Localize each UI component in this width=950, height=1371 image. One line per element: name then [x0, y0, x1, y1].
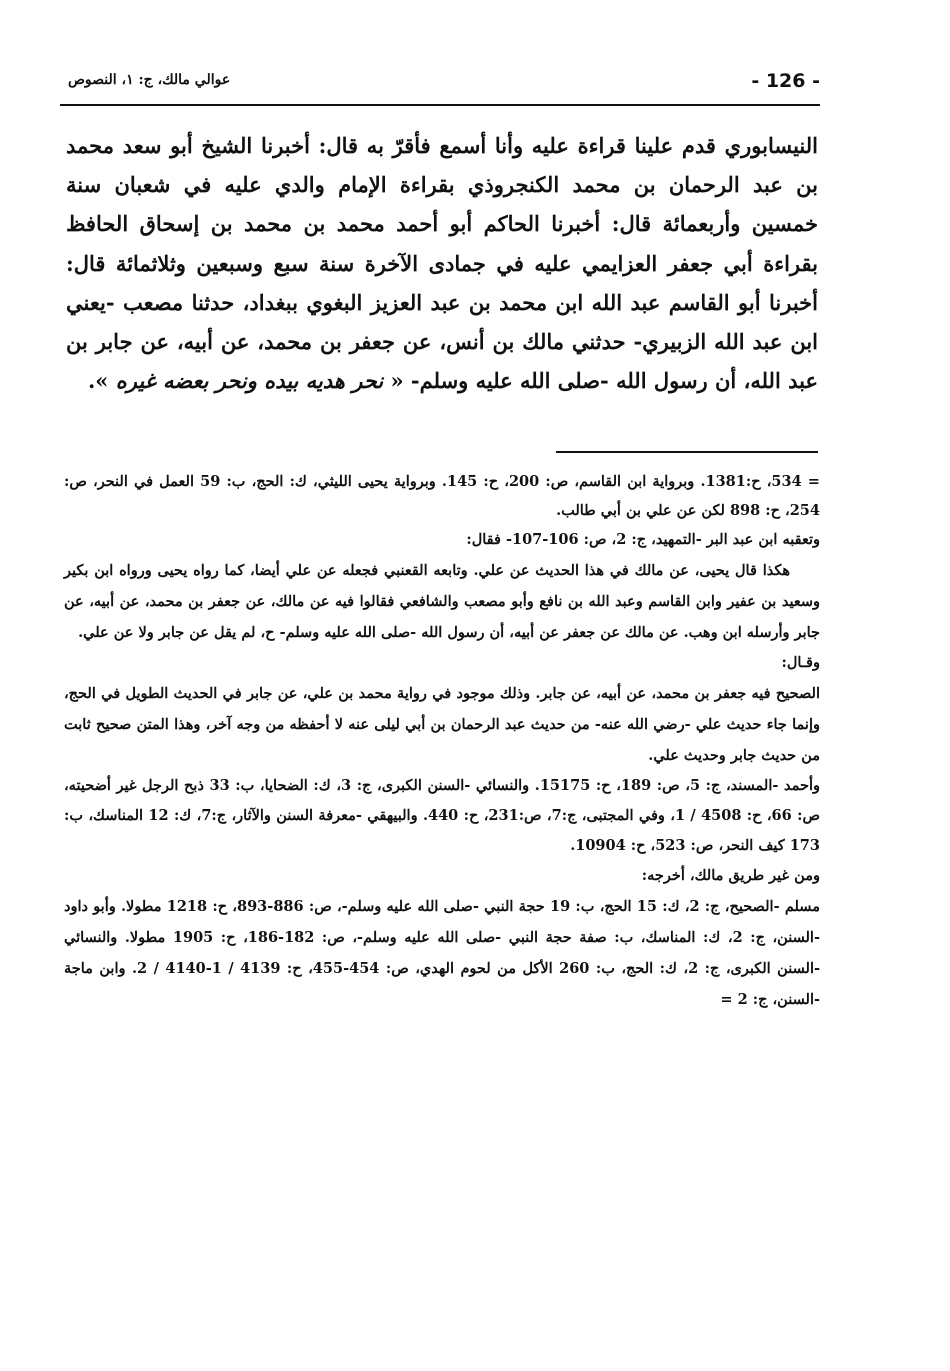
footnote-tamhid-quote: هكذا قال يحيى، عن مالك في هذا الحديث عن علي. وتابعه القعنبي فجعله عن علي أيضا، كما رواه يحيى ورواه ابن بكير وسعيد بن عفير وابن القاسم وعبد الله بن نافع وأبو مصعب والشافعي فقالوا فيه عن مالك، عن جعفر بن محمد، عن أبيه، عن جابر وأرسله ابن وهب. عن مالك عن جعفر عن أبيه، أن رسول الله -صلى الله عليه وسلم- ح، لم يقل عن جابر ولا عن علي. [64, 562, 820, 641]
main-paragraph-text: النيسابوري قدم علينا قراءة عليه وأنا أسمع فأقرّ به قال: أخبرنا الشيخ أبو سعد محمد بن عبد الرحمان بن محمد الكنجروذي بقراءة الإمام والدي عليه في شعبان سنة خمسين وأربعمائة قال: أخبرنا الحاكم أبو أحمد محمد بن محمد بن إسحاق الحافظ بقراءة أبي جعفر العزايمي عليه في جمادى الآخرة سنة سبع وسبعين وثلاثمائة قال: أخبرنا أبو القاسم عبد الله ابن محمد بن عبد العزيز البغوي ببغداد، حدثنا مصعب -يعني ابن عبد الله الزبيري- حدثني مالك بن أنس، عن جعفر بن محمد، عن أبيه، عن جابر بن عبد الله، أن رسول الله -صلى الله عليه وسلم- « [66, 133, 818, 394]
header-rule [60, 104, 820, 106]
footnotes [64, 468, 820, 1015]
running-title: عوالي مالك، ج: ١، النصوص [68, 72, 231, 88]
page-number: - 126 - [751, 70, 820, 92]
main-text [66, 126, 818, 400]
main-paragraph [66, 126, 818, 400]
footnote-qala-heading: وقـال: [781, 654, 820, 671]
footnote-muslim-abudawud: مسلم -الصحيح، ج: 2، ك: 15 الحج، ب: 19 حجة النبي -صلى الله عليه وسلم-، ص: 886-893، ح: 1218 مطولا. وأبو داود -السنن، ج: 2، ك: المناسك، ب: صفة حجة النبي -صلى الله عليه وسلم-، ص: 182-186، ح: 1905 مطولا. والنسائي -السنن الكبرى، ج: 2، ك: الحج، ب: 260 الأكل من لحوم الهدي، ص: 454-455، ح: 4139 / 1-4140 / 2. وابن ماجة -السنن، ج: 2 = [64, 898, 820, 1008]
footnote-ibn-abd-albarr: وتعقبه ابن عبد البر -التمهيد، ج: 2، ص: 106-107- فقال: [466, 531, 820, 548]
hadith-quote: نحر هديه بيده ونحر بعضه غيره [115, 368, 384, 394]
footnote-other-routes-heading: ومن غير طريق مالك، أخرجه: [641, 867, 820, 884]
footnote-continuation: = 534، ح:1381. وبرواية ابن القاسم، ص: 200، ح: 145. وبرواية يحيى الليثي، ك: الحج، ب: 59 العمل في النحر، ص: 254، ح: 898 لكن عن علي بن أبي طالب. [64, 473, 820, 519]
footnote-sahih-statement: الصحيح فيه جعفر بن محمد، عن أبيه، عن جابر. وذلك موجود في رواية محمد بن علي، عن جابر في الحديث الطويل في الحج، وإنما جاء حديث علي -رضي الله عنه- من حديث عبد الرحمان بن أبي ليلى عنه لا أحفظه من وجه آخر، وهذا المتن صحيح ثابت من حديث جابر وحديث علي. [64, 685, 820, 764]
quote-close: ». [88, 368, 109, 394]
footnote-ahmad-nasai: وأحمد -المسند، ج: 5، ص: 189، ح: 15175. والنسائي -السنن الكبرى، ج: 3، ك: الضحايا، ب: 33 ذبح الرجل غير أضحيته، ص: 66، ح: 4508 / 1، وفي المجتبى، ج:7، ص:231، ح: 440. والبيهقي -معرفة السنن والآثار، ج:7، ك: 12 المناسك، ب: 173 كيف النحر، ص: 523، ح: 10904. [64, 777, 820, 854]
footnote-rule [556, 451, 818, 453]
page-header [60, 70, 820, 100]
